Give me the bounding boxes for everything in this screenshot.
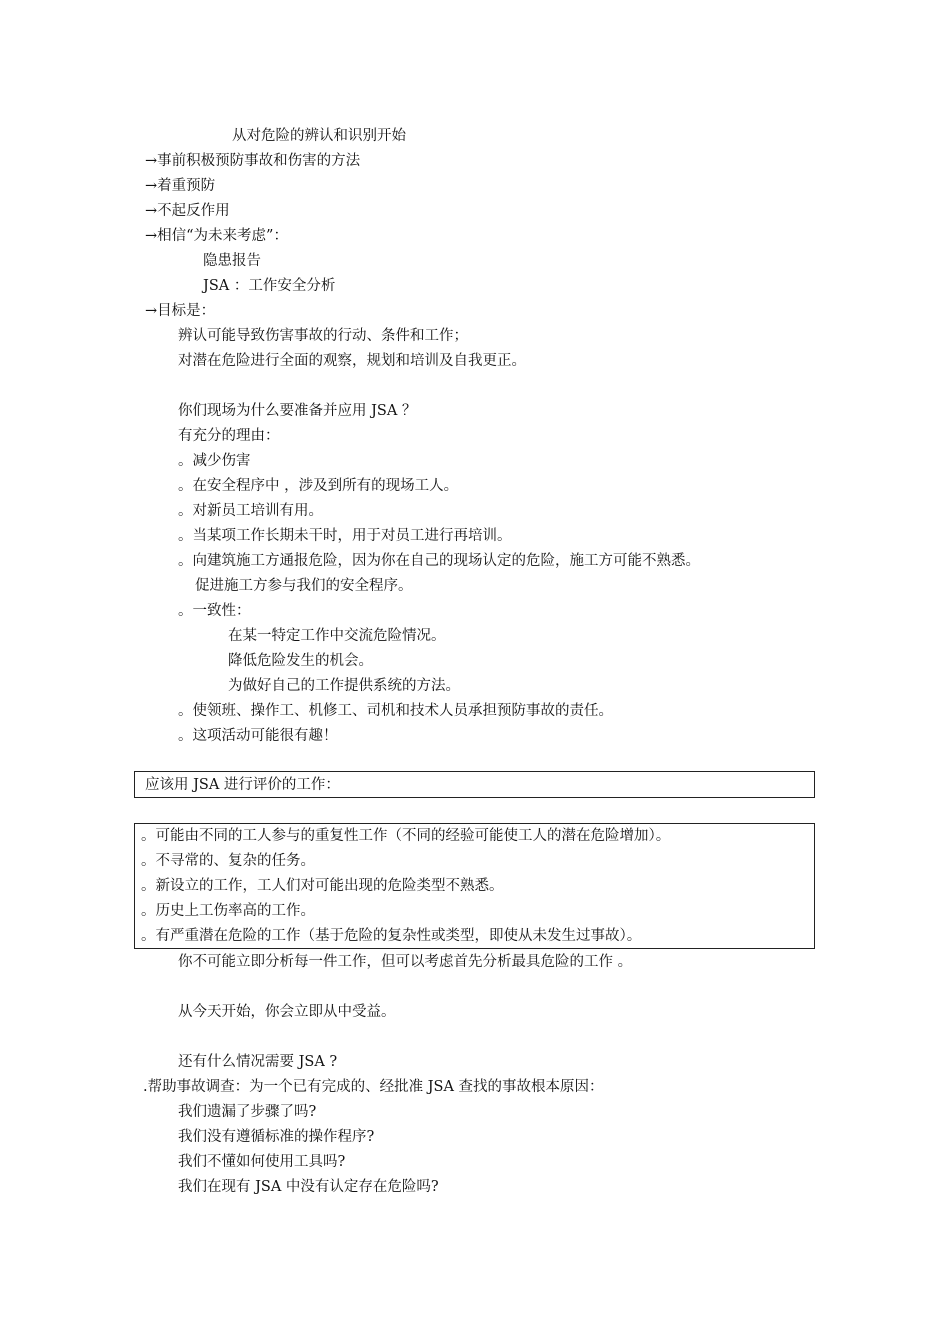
jobs-list-item: 。可能由不同的工人参与的重复性工作（不同的经验可能使工人的潜在危险增加）。: [141, 828, 671, 844]
arrow-item: →着重预防: [145, 178, 216, 194]
investigation-question: 我们遗漏了步骤了吗?: [178, 1104, 317, 1120]
arrow-item: →事前积极预防事故和伤害的方法: [145, 153, 361, 169]
question-line: 还有什么情况需要 JSA ?: [178, 1054, 338, 1070]
reason-item: 。使领班、操作工、机修工、司机和技术人员承担预防事故的责任。: [178, 703, 613, 719]
jobs-list-item: 。新设立的工作，工人们对可能出现的危险类型不熟悉。: [141, 878, 504, 894]
reason-item: 。减少伤害: [178, 453, 251, 469]
arrow-item: →不起反作用: [145, 203, 230, 219]
goal-line: 辨认可能导致伤害事故的行动、条件和工作；: [178, 328, 468, 344]
sub-item: JSA ：工作安全分析: [203, 278, 336, 294]
reason-item: 。对新员工培训有用。: [178, 503, 323, 519]
sub-item: 隐患报告: [203, 253, 261, 269]
jobs-list-item: 。有严重潜在危险的工作（基于危险的复杂性或类型，即使从未发生过事故）。: [141, 928, 642, 944]
reasons-lead: 有充分的理由：: [178, 428, 280, 444]
goal-label: →目标是：: [145, 303, 216, 319]
box-title-frame: [134, 771, 815, 798]
investigation-question: 我们没有遵循标准的操作程序?: [178, 1129, 375, 1145]
consistency-item: 在某一特定工作中交流危险情况。: [228, 628, 446, 644]
note-line: 你不可能立即分析每一件工作，但可以考虑首先分析最具危险的工作 。: [178, 954, 633, 970]
reasons-question: 你们现场为什么要准备并应用 JSA ？: [178, 403, 417, 419]
reason-item: 。向建筑施工方通报危险，因为你在自己的现场认定的危险，施工方可能不熟悉。: [178, 553, 700, 569]
investigation-question: 我们在现有 JSA 中没有认定存在危险吗?: [178, 1179, 439, 1195]
investigation-question: 我们不懂如何使用工具吗?: [178, 1154, 346, 1170]
reason-item-continued: 促进施工方参与我们的安全程序。: [195, 578, 413, 594]
box-title: 应该用 JSA 进行评价的工作：: [145, 777, 340, 793]
section-heading: 从对危险的辨认和识别开始: [232, 128, 406, 144]
reason-item: 。在安全程序中 ，涉及到所有的现场工人。: [178, 478, 459, 494]
benefit-line: 从今天开始，你会立即从中受益。: [178, 1004, 396, 1020]
consistency-item: 降低危险发生的机会。: [228, 653, 373, 669]
reason-item: 。这项活动可能很有趣！: [178, 728, 338, 744]
jobs-list-item: 。不寻常的、复杂的任务。: [141, 853, 315, 869]
goal-line: 对潜在危险进行全面的观察，规划和培训及自我更正。: [178, 353, 526, 369]
consistency-item: 为做好自己的工作提供系统的方法。: [228, 678, 460, 694]
reason-item: 。当某项工作长期未干时，用于对员工进行再培训。: [178, 528, 512, 544]
arrow-item: →相信“为未来考虑”：: [145, 228, 288, 244]
investigation-line: .帮助事故调查：为一个已有完成的、经批准 JSA 查找的事故根本原因：: [143, 1079, 604, 1095]
jobs-list-item: 。历史上工伤率高的工作。: [141, 903, 315, 919]
jobs-list-frame: [134, 823, 815, 949]
reason-item: 。一致性：: [178, 603, 251, 619]
